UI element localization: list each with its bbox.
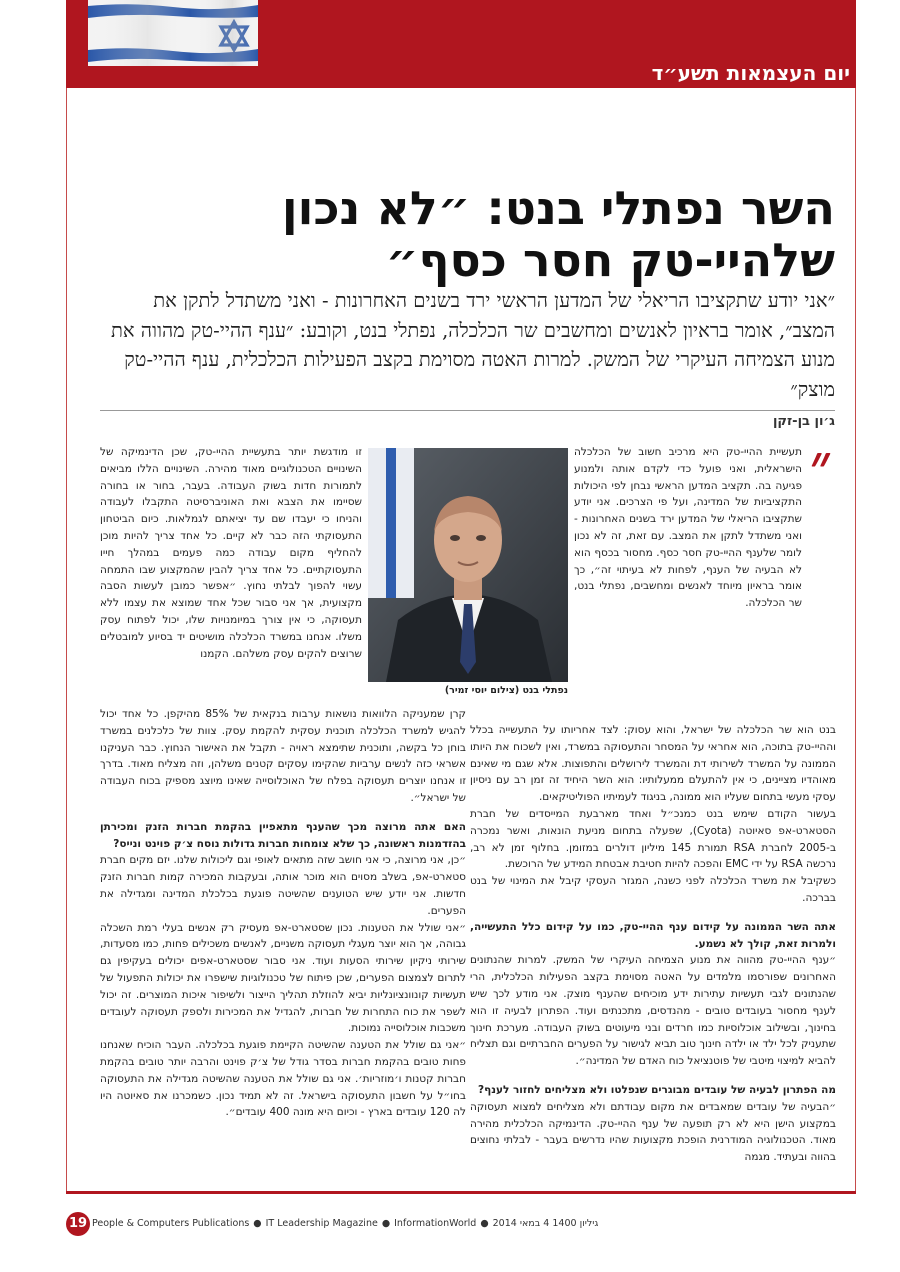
article-column-right-top xyxy=(574,444,836,612)
bullet-icon: ● xyxy=(253,1218,262,1229)
interview-question: אתה השר הממונה על קידום ענף ההיי-טק, כמו על קידום כלל התעשייה, ולמרות זאת, קולך לא נשמע. xyxy=(470,920,836,950)
interview-question: האם אתה מרוצה מכך שהענף מתאפיין בהקמת חברות הזנק ומכירתן בהזדמנות ראשונה, כך שלא צומחות חברות גדולות נוסח צ׳ק פוינט ונייס? xyxy=(100,820,466,850)
article-column-right-bottom xyxy=(470,722,836,1166)
paragraph: קרן שמעניקה הלוואות נושאות ערבות בנקאית של 85% מהיקפן. כל אחד יכול להגיש למשרד הכלכלה תוכנית עסקית להקמת עסק. צוות של כלכלנים במשרד בוחן כל בקשה, ותוכנית שתימצא ראויה - תקבל את האישור הנחוץ. כבר העניקנו אשראי כזה לנשים ערביות שהקימו עסקים קטנים משלהן, וזה מצליח מאוד. בדרך זו אנחנו יוצרים תעסוקה בפלח של האוכלוסייה שאינו מיוצג מספיק בכוח העבודה של ישראל״. xyxy=(100,708,466,804)
footer-issue: גיליון 1400 4 במאי 2014 xyxy=(492,1218,599,1229)
bullet-icon: ● xyxy=(480,1218,489,1229)
article-column-left-bottom xyxy=(100,706,466,1121)
paragraph: ״ענף ההיי-טק מהווה את מנוע הצמיחה העיקרי של המשק. למרות שהנתונים האחרונים שפורסמו מלמדים על האטה מסוימת בקצב הפעילות הכלכלית, הרי שהנתונים לגבי תעשיות עתירות ידע מוכיחים שהענף מוצק. אני מודע לכך שיש לענף מחסור בעובדים טובים - מהנדסים, מתכנתים ועוד. הפתרון לבעיה זו הוא בחינוך, ובשילוב אוכלוסיות כמו חרדים ובני מיעוטים בשוק העבודה. מערכת חינוך שתעניק לכל ילד או ילדה חינוך טוב תביא לגישור על הפערים החברתיים וגם תצליח להביא למיצוי מיטבי של פוטנציאל כוח האדם של המדינה״. xyxy=(470,954,836,1068)
footer-publisher: People & Computers Publications xyxy=(92,1218,250,1229)
section-title: יום העצמאות תשע״ד xyxy=(651,61,850,85)
paragraph: ״הבעיה של עובדים שמאבדים את מקום עבודתם ולא מצליחים למצוא תעסוקה במקצוע הישן היא לא רק תופעה של ענף ההיי-טק. הדינמיקה הכלכלית מהירה מאוד. הטכנולוגיה המודרנית הופכת מקצועות שהיו נדרשים בעבר - לבלתי נחוצים בהווה ובעתיד. מגמה xyxy=(470,1100,836,1164)
quote-mark: ״ xyxy=(809,431,833,499)
interview-question: מה הפתרון לבעיה של עובדים מבוגרים שנפלטו ולא מצליחים לחזור לענף? xyxy=(478,1083,836,1096)
page-number: 19 xyxy=(66,1212,90,1236)
paragraph: כשקיבל את משרד הכלכלה לפני כשנה, המגזר העסקי קיבל את המינוי של בנט בברכה. xyxy=(470,875,836,904)
article-byline: ג׳ון בן-זקן xyxy=(772,414,835,429)
article-lede: ״אני יודע שתקציבו הריאלי של המדען הראשי ירד בשנים האחרונות - ואני משתדל לתקן את המצב״, אומר בראיון לאנשים ומחשבים שר הכלכלה, נפתלי בנט, וקובע: ״ענף ההיי-טק מהווה את מנוע הצמיחה העיקרי של המשק. למרות האטה מסוימת בקצב הפעילות הכלכלית, ענף ההיי-טק מוצק״ xyxy=(110,289,835,401)
paragraph: זו מודגשת יותר בתעשיית ההיי-טק, שכן הדינמיקה של השינויים הטכנולוגיים מאוד מהירה. השינויים הללו מביאים לתמורות חדות בשוק העבודה. בעבר, בחור או בחורה שסיימו את הצבא ואת האוניברסיטה התקבלו לעבודה והניחו כי יעבדו שם עד יציאתם לגמלאות. כיום הביטחון התעסוקתי הזה כבר לא קיים. כל אחד צריך להיות מוכן להחליף מקום עבודה כמה פעמים במהלך חייו התעסוקתיים. כל אחד צריך להבין שהמקצוע שבו התמחה עשוי להפוך לבלתי נחוץ. ״אפשר כמובן לעשות הסבה מקצועית, אך אני סבור שכל אחד שמוצא את עצמו ללא תעסוקה, כי אין צורך במיומנויות שלו, יכול לפתוח עסק משלו. אנחנו במשרד הכלכלה מושיטים יד בסיוע למובטלים שרוצים להקים עסק משלהם. הקמנו xyxy=(100,446,362,660)
paragraph: ״אני גם שולל את הטענה שהשיטה הקיימת פוגעת בכלכלה. העבר הוכיח שאנחנו פחות טובים בהקמת חברות בסדר גודל של צ׳ק פוינט והרבה יותר טובים בהקמת חברות קטנות ו׳מוזריות׳. אני גם שולל את הטענה שהשיטה מגדילה את התעסוקה בחו״ל על חשבון התעסוקה בישראל. זה לא תמיד נכון. כשמכרנו את סאיוטה היו לה 120 עובדים בארץ - וכיום היא מונה 400 עובדים״. xyxy=(100,1039,466,1119)
footer-site: InformationWorld xyxy=(394,1218,477,1229)
footer-credits xyxy=(92,1214,652,1234)
bottom-rule xyxy=(66,1191,856,1194)
footer-magazine: IT Leadership Magazine xyxy=(265,1218,378,1229)
paragraph: בנט הוא שר הכלכלה של ישראל, והוא עסוק: לצד אחריותו על התעשייה בכלל וההיי-טק בתוכה, הוא אחראי על המסחר והתעסוקה במשרד, ואין לשכוח את היותו הממונה על המשרד לשירותי דת והמשרד לירושלים והתפוצות. אלא שגם מי שאינם מאוהדיו מציינים, כי אין להתעלם ממעלותיו: הוא השר היחיד זה זמן רב עם ניסיון עסקי מעשי בתחום שעליו הוא ממונה, בניגוד לעמיתיו הפוליטיקאים. xyxy=(470,724,836,804)
paragraph: תעשיית ההיי-טק היא מרכיב חשוב של הכלכלה הישראלית, ואני פועל כדי לקדם אותה ולמנוע פגיעה בה. תקציב המדען הראשי נבחן לפי היכולות התקציביות של המדינה, ועל פי הצרכים. אני יודע שתקציבו הריאלי של המדען ירד בשנים האחרונות - ואני משתדל לתקן את המצב. עם זאת, זה לא נכון לומר שלענף ההיי-טק חסר כסף. מחסור בכסף הוא לא הבעיה של הענף, לפחות לא בעיתוי זה״, כך אומר בראיון מיוחד לאנשים ומחשבים, נפתלי בנט, שר הכלכלה. xyxy=(574,446,802,610)
article-headline: השר נפתלי בנט: ״לא נכון שלהיי-טק חסר כסף״ xyxy=(281,181,835,287)
paragraph: ״כן, אני מרוצה, כי אני חושב שזה מתאים לאופי וגם ליכולות שלנו. יזם מקים חברת סטארט-אפ, בשלב מסוים הוא מוכר אותה, ובעקבות המכירה קמות חברות הזנק חדשות. אני יודע שיש הטוענים שהשיטה פוגעת בכלכלת המדינה ומגדילה את הפערים. xyxy=(100,854,466,917)
paragraph: ״אני שולל את הטענות. נכון שסטארט-אפ מעסיק רק אנשים בעלי רמת השכלה גבוהה, אך הוא יוצר מעגלי תעסוקה משניים, לאנשים משכילים פחות, כמו מסעדות, שירותי ניקיון שירותי הסעות ועוד. אני סבור שסטארט-אפים יכולים בעקיפין גם לתרום לצמצום הפערים, שכן פיתוח של טכנולוגיות שישפרו את יכולות התפעול של תעשיות קונוונציונליות יביא להוזלת תהליך הייצור ולשיפור איכות המוצרים. זה יכול לשפר את כוח התחרות של חברות, להגדיל את המכירות ולספק תעסוקה לעובדים משכבות אוכלוסייה נמוכות. xyxy=(100,921,466,1035)
paragraph: בעשור הקודם שימש בנט כמנכ״ל ואחד מארבעת המייסדים של חברת הסטארט-אפ סאיוטה (Cyota), שפעלה בתחום מניעת הונאות, ואשר נמכרה ב-2005 לחברת RSA תמורת 145 מיליון דולרים במזומן. בחלוף זמן לא רב, נרכשה RSA על ידי EMC והפכה להיות חטיבת אבטחת המידע של הרוכשת. xyxy=(470,807,837,871)
portrait-photo xyxy=(368,448,568,682)
photo-caption: נפתלי בנט (צילום יוסי זמיר) xyxy=(444,685,568,696)
israel-flag-image xyxy=(88,0,258,66)
article-column-left-top xyxy=(100,444,362,662)
bullet-icon: ● xyxy=(381,1218,391,1229)
